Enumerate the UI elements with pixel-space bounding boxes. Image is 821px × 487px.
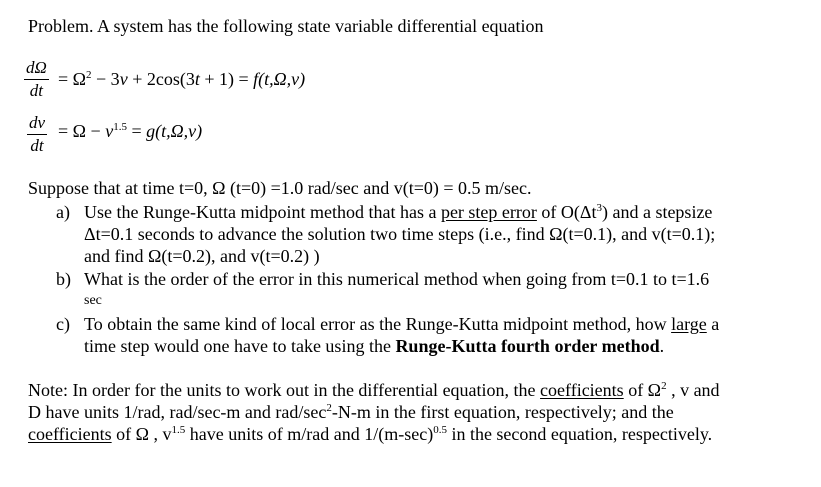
- part-b-line-2: sec: [84, 293, 102, 308]
- equation-1-square: 2: [86, 69, 92, 81]
- note-square-2: 2: [326, 402, 332, 414]
- equation-2-exponent: 1.5: [113, 121, 127, 133]
- coefficients-underlined-2: coefficients: [28, 424, 112, 444]
- note-square: 2: [661, 380, 667, 392]
- equation-1-term-end: + 1) =: [199, 69, 254, 89]
- note-omega-v: of Ω , v: [111, 424, 172, 444]
- rk4-bold: Runge-Kutta fourth order method: [395, 336, 660, 356]
- note-line-2: [28, 402, 674, 424]
- note-text: Note: In order for the units to work out in the differential equation, the: [28, 380, 541, 400]
- equation-1-denominator: dt: [29, 80, 44, 100]
- part-c-text-2: time step would one have to take using the: [84, 336, 396, 356]
- part-b-line-1: What is the order of the error in this numerical method when going from t=0.1 to t=1.6: [84, 269, 710, 289]
- equation-2-denominator: dt: [30, 135, 44, 155]
- coefficients-underlined-1: coefficients: [540, 380, 624, 400]
- part-c-label: c): [56, 314, 70, 334]
- per-step-error-underlined: per step error: [440, 202, 537, 222]
- problem-title: Problem. A system has the following state variable differential equation: [28, 16, 544, 36]
- note-units-end: -N-m in the first equation, respectively; and the: [331, 402, 674, 422]
- equation-2-derivative: [27, 113, 47, 155]
- equation-2-function: g(t,Ω,v): [146, 121, 203, 141]
- part-a-text: Use the Runge-Kutta midpoint method that has a: [84, 202, 441, 222]
- note-units: D have units 1/rad, rad/sec-m and rad/sec: [28, 402, 327, 422]
- part-c-line-1: [84, 314, 719, 336]
- note-line-1: [28, 380, 720, 402]
- equation-2-numerator: dv: [27, 113, 47, 135]
- equation-1-var-v: v: [119, 69, 128, 89]
- equation-1-term-cos: + 2cos(3: [127, 69, 195, 89]
- part-c-text: To obtain the same kind of local error as the Runge-Kutta midpoint method, how: [84, 314, 672, 334]
- note-end-1: , v and: [666, 380, 720, 400]
- equation-1-derivative: [24, 58, 49, 100]
- part-a-line-1: [84, 202, 712, 224]
- part-a-order: of O(Δt: [536, 202, 597, 222]
- part-a-exponent: 3: [596, 202, 602, 214]
- equation-2-var-v: v: [105, 121, 114, 141]
- part-a-stepsize: ) and a stepsize: [601, 202, 713, 222]
- initial-conditions: Suppose that at time t=0, Ω (t=0) =1.0 rad/sec and v(t=0) = 0.5 m/sec.: [28, 178, 532, 198]
- part-a-line-3: and find Ω(t=0.2), and v(t=0.2) ): [84, 246, 320, 266]
- part-c-period: .: [659, 336, 665, 356]
- equation-1-rhs: [58, 69, 305, 91]
- large-underlined: large: [671, 314, 707, 334]
- equation-1-function: f(t,Ω,v): [253, 69, 306, 89]
- part-b-label: b): [56, 269, 71, 289]
- equation-1-var-t: t: [194, 69, 200, 89]
- note-line-3: [28, 424, 712, 446]
- equation-1-numerator: dΩ: [24, 58, 49, 80]
- part-c-end: a: [706, 314, 720, 334]
- equation-2-term-end: =: [126, 121, 147, 141]
- note-end-3: in the second equation, respectively.: [446, 424, 713, 444]
- equation-2-term-omega: = Ω −: [58, 121, 106, 141]
- part-a-label: a): [56, 202, 70, 222]
- note-units-2: have units of m/rad and 1/(m-sec): [185, 424, 434, 444]
- note-exp-1: 1.5: [171, 424, 186, 436]
- equation-2-rhs: [58, 121, 202, 143]
- equation-1-term-minus3: − 3: [91, 69, 120, 89]
- note-omega: of Ω: [623, 380, 662, 400]
- part-c-line-2: [84, 336, 664, 358]
- note-exp-2: 0.5: [433, 424, 447, 436]
- part-a-line-2: Δt=0.1 seconds to advance the solution two time steps (i.e., find Ω(t=0.1), and v(t=0.1);: [84, 224, 716, 244]
- equation-1-term-omega: = Ω: [58, 69, 87, 89]
